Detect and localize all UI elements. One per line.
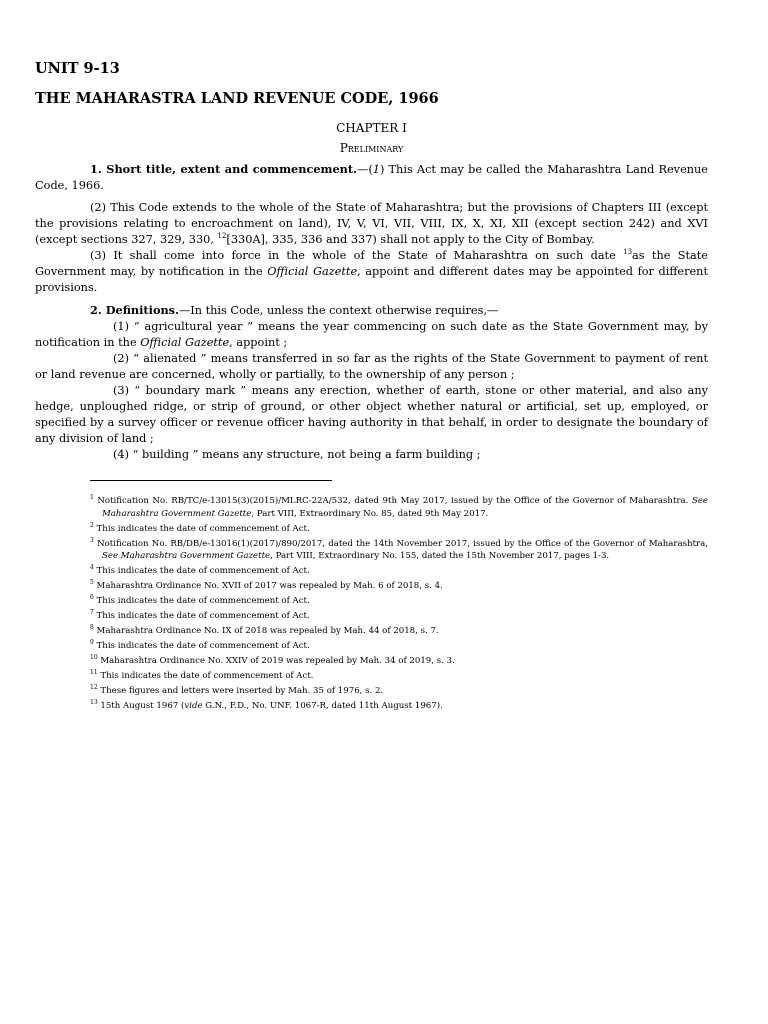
definition-1: (1) “ agricultural year ” means the year commencing on such date as the State Government may, by notification in the Official Gazette, appoint ;: [35, 320, 708, 349]
chapter-subtitle: Preliminary: [339, 141, 404, 155]
footnote-ref-12[interactable]: 12: [217, 232, 227, 241]
section-1-subsection-2: (2) This Code extends to the whole of the State of Maharashtra; but the provisions of Chapters III (except the provisions relating to encroachment on land), IV, V, VI, VII, VIII, IX, X, XI, XII (except section 242) and XVI (except sections 327, 329, 330, $^{12}$[330A], 335, 336 and 337) shall not apply to the City of Bombay.: [35, 201, 708, 246]
definition-4: (4) “ building ” means any structure, not being a farm building ;: [113, 448, 481, 461]
footnote-2: $^2$ This indicates the date of commencement of Act.: [90, 521, 310, 534]
section-2-intro: 2. Definitions.—In this Code, unless the context otherwise requires,—: [90, 303, 499, 317]
section-1-subsection-1: 1. Short title, extent and commencement.—(1) This Act may be called the Maharashtra Land Revenue Code, 1966.: [35, 162, 708, 192]
section-1-subsection-3: (3) It shall come into force in the whole of the State of Maharashtra on such date $^{13}$as the State Government may, by notification in the Official Gazette, appoint and different dates may be appointed for different provisions.: [35, 248, 708, 294]
act-title: THE MAHARASTRA LAND REVENUE CODE, 1966: [35, 90, 439, 107]
definition-2: (2) “ alienated ” means transferred in so far as the rights of the State Government to payment of rent or land revenue are concerned, wholly or partially, to the ownership of any person ;: [35, 352, 708, 381]
footnote-3: $^3$ Notification No. RB/DB/e-13016(1)(2017)/890/2017, dated the 14th November 2017, issued by the Office of the Governor of Maharashtra, See Maharashtra Government Gazette, Part VIII, Extraordinary No. 155, dated the 15th November 2017, pages 1-3.: [90, 536, 708, 561]
footnote-7: $^7$ This indicates the date of commencement of Act.: [90, 609, 310, 621]
unit-heading: UNIT 9-13: [35, 60, 120, 77]
footnotes: [90, 495, 708, 713]
footnote-12: $^{12}$ These figures and letters were inserted by Mah. 35 of 1976, s. 2.: [90, 684, 384, 696]
footnote-1: $^1$ Notification No. RB/TC/e-13015(3)(2015)/MLRC-22A/532, dated 9th May 2017, issued by the Office of the Governor of Maharashtra. See Maharashtra Government Gazette, Part VIII, Extraordinary No. 85, dated 9th May 2017.: [90, 494, 708, 519]
footnote-9: $^9$ This indicates the date of commencement of Act.: [90, 639, 310, 651]
footnote-8: $^8$ Maharashtra Ordinance No. IX of 2018 was repealed by Mah. 44 of 2018, s. 7.: [90, 624, 439, 636]
footnote-ref-13[interactable]: 13: [623, 248, 633, 257]
section-2-heading: 2. Definitions.: [90, 303, 179, 317]
footnote-divider: [90, 480, 332, 481]
footnote-13: $^{13}$ 15th August 1967 (vide G.N., F.D., No. UNF. 1067-R, dated 11th August 1967).: [90, 699, 443, 711]
footnote-10: $^{10}$ Maharashtra Ordinance No. XXIV of 2019 was repealed by Mah. 34 of 2019, s. 3.: [90, 654, 455, 666]
footnote-5: $^5$ Maharashtra Ordinance No. XVII of 2017 was repealed by Mah. 6 of 2018, s. 4.: [90, 579, 443, 591]
definition-3: (3) “ boundary mark ” means any erection, whether of earth, stone or other material, and also any hedge, unploughed ridge, or strip of ground, or other object whether natural or artificial, set up, employed, or specified by a survey officer or revenue officer having authority in that behalf, in order to designate the boundary of any division of land ;: [35, 384, 708, 445]
chapter-heading: CHAPTER I: [336, 121, 407, 135]
footnote-6: $^6$ This indicates the date of commencement of Act.: [90, 594, 310, 606]
footnote-11: $^{11}$ This indicates the date of commencement of Act.: [90, 669, 314, 681]
footnote-4: $^4$ This indicates the date of commencement of Act.: [90, 564, 310, 576]
section-1-heading: 1. Short title, extent and commencement.: [90, 162, 358, 176]
